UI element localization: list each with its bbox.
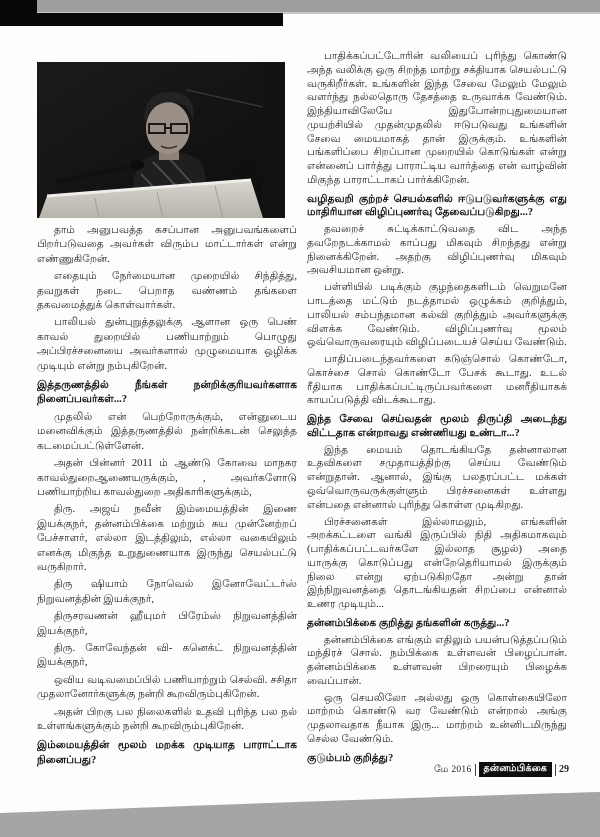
body-paragraph: இந்த மையம் தொடங்கியதே தன்னாலான உதவிகளை சமுதாயத்திற்கு செய்ய வேண்டும் என்றுதான். ஆனால், இங்கு பலதரப்பட்ட மக்கள் ஒவ்வொருவருக்குள்ளும் பிரச்சனைகள் உள்ளது என்பதை என்னால் புரிந்து கொள்ள முடிகிறது. (307, 444, 567, 511)
body-paragraph: தவறைச் சுட்டிக்காட்டுவதை விட அந்த தவறேநடக்காமல் காப்பது மிகவும் சிறந்தது என்று நினைக்கிறேன். அதற்கு விழிப்புணர்வு மிகவும் அவசியமான ஒன்று. (307, 224, 567, 277)
footer-divider (555, 764, 556, 776)
body-paragraph: அதன் பின்னர் 2011 ம் ஆண்டு கோவை மாநகர காவல்துறைஆணையருக்கும், , அவர்களோடு பணியாற்றிய காவல்துறை அதிகாரிகளுக்கும், (37, 458, 297, 498)
body-paragraph: பிரச்சனைகள் இல்லாமலும், எங்களின் அறக்கட்டளை வங்கி இருப்பில் நிதி அதிகமாகவும் (பாதிக்கப்பட்டவர்களே இல்லாத சூழல்) அதை யாருக்கு கொடுப்பது என்றேதெரியாமல் இருக்கும் நிலை என்று ஏற்படுகிறதோ அன்று தான் இந்நிறுவனத்தை தொடங்கியதன் சிறப்பை என்னால் உணர முடியும்... (307, 516, 567, 611)
header-black-bar (0, 13, 283, 26)
body-paragraph: அதன் பிறகு பல நிலைகளில் உதவி புரிந்த பல நல் உள்ளங்களுக்கும் நன்றி கூறவிரும்புகிறேன். (37, 706, 297, 732)
footer-divider (475, 764, 476, 776)
speaker-photo-art (37, 62, 285, 218)
body-paragraph: திரு ஷியாம் நோவெல் இனோவேட்டர்ஸ் நிறுவனத்தின் இயக்குநர், (37, 579, 297, 605)
body-paragraph: திருசரவணன் ஹீயுமர் பிரேம்ஸ் நிறுவனத்தின் இயக்குநர், (37, 611, 297, 637)
question-heading: இம்மையத்தின் மூலம் மறக்க முடியாத பாராட்டாக நினைப்பது? (37, 740, 297, 766)
body-paragraph: ஒரு செயலிலோ அல்லது ஒரு கொள்கையிலோ மாற்றம் கொண்டு வர வேண்டும் என்றால் அங்கு முதலாவதாக நீயாக இரு... மாற்றம் உன்னிடமிருந்து செல்ல வேண்டும். (307, 692, 567, 745)
body-paragraph: பாதிப்படைந்தவர்களை கடுஞ்சொல் கொண்டோ, கொச்சை சொல் கொண்டோ பேசக் கூடாது. உடல் ரீதியாக பாதிக்கப்பட்டிருப்பவர்களை மனரீதியாகக் காயப்படுத்தி விடக்கூடாது. (307, 354, 567, 407)
body-paragraph: திரு. அஜய் நவீன் இம்மையத்தின் இணை இயக்குநர், தன்னம்பிக்கை மற்றும் சுய முன்னேற்றப் பேச்சாளர், எல்லா இடத்திலும், எல்லா வகையிலும் எனக்கு மிகுந்த உறுதுணையாக இருந்து செயல்பட்டு வருகிறார். (37, 504, 297, 573)
magazine-logo: தன்னம்பிக்கை (479, 762, 552, 777)
question-heading: இத்தருணத்தில் நீங்கள் நன்றிக்குரியவர்களாக நினைப்பவர்கள்...? (37, 380, 297, 406)
body-paragraph: எதையும் நேர்மையான முறையில் சிந்தித்து, தவறுகள் நடை பெறாத வண்ணம் தங்களை தகவமைத்துக் கொள்வார்கள். (37, 271, 297, 312)
footer-date: மே 2016 (433, 764, 472, 775)
body-paragraph: பள்ளியில் படிக்கும் குழந்தைகளிடம் வெறுமனே பாடத்தை மட்டும் நடத்தாமல் ஒழுக்கம் குறித்தும், பாலியல் சம்பந்தமான கல்வி குறித்தும் அவர்களுக்கு விளக்க வேண்டும். விழிப்புணர்வு மூலம் ஒவ்வொருவரையும் விழிப்படையச் செய்ய வேண்டும். (307, 282, 567, 349)
body-paragraph: ஒவிய வடிவமைப்பில் பணியாற்றும் செல்வி. சசிதா முதலானோர்களுக்கு நன்றி கூறவிரும்புகிறேன். (37, 674, 297, 701)
body-paragraph: திரு. கோவேந்தன் வி- கனெக்ட் நிறுவனத்தின் இயக்குநர், (37, 642, 297, 669)
footer-page-number: 29 (559, 764, 569, 775)
scan-bottom-edge (0, 791, 600, 837)
scan-top-edge (0, 0, 600, 12)
body-paragraph: தன்னம்பிக்கை எங்கும் எதிலும் பயன்படுத்தப்படும் மந்திரச் சொல். நம்பிக்கை உள்ளவன் பிழைப்பான். தன்னம்பிக்கை உள்ளவன் பிறரையும் பிழைக்க வைப்பான். (307, 634, 567, 687)
body-paragraph: பாலியல் துன்புறுத்தலுக்கு ஆளான ஒரு பெண் காவல் துறையில் பணியாற்றும் பொழுது அப்பிரச்சனையை அவர்களால் முழுமையாக ஒழிக்க முடியும் என்று நம்புகிறேன். (37, 317, 297, 372)
left-column (37, 224, 297, 769)
question-heading: குடும்பம் குறித்து? (307, 752, 394, 764)
question-heading: வழிதவறி குற்றச் செயல்களில் ஈடுபடுவர்களுக்கு எது மாதிரியான விழிப்புணர்வு தேவைப்படுகிறது...? (307, 193, 567, 219)
body-paragraph: தாம் அனுபவத்த கசப்பான அனுபவங்களைப் பிறர்படுவதை அவர்கள் விரும்ப மாட்டார்கள் என்று எண்ணுகிறேன். (37, 225, 297, 265)
body-paragraph: பாதிக்கப்பட்டோரின் வலியைப் புரிந்து கொண்டு அந்த வலிக்கு ஒரு சிறந்த மாற்று சக்தியாக செயல்பட்டு வருகிறீர்கள். உங்களின் இந்த சேவை மேலும் மேலும் வளர்ந்து நல்லதொரு தேசத்தை உருவாக்க வேண்டும். இந்தியாவிலேயே இதுபோன்றபுதுமையான முயற்சியில் முதன்முதலில் ஈடுபடுவது உங்களின் சேவை மையமாகத் தான் இருக்கும். உங்களின் பங்களிப்பை சிறப்பான முறையில் கொடுங்கள் என்று என்னைப் பார்த்து பாராட்டிய வார்த்தை என் வாழ்வின் மிகுந்த பாராட்டாகப் பார்க்கிறேன். (307, 51, 567, 186)
body-paragraph: முதலில் என் பெற்றோருக்கும், என்னுடைய மனைவிக்கும் இத்தருணத்தில் நன்றிக்கடன் செலுத்த கடமைப்பட்டுள்ளேன். (37, 411, 297, 452)
header-black-box (0, 0, 37, 13)
question-heading: தன்னம்பிக்கை குறித்து தங்களின் கருத்து...? (307, 617, 510, 629)
wall-shade (262, 62, 285, 218)
right-column (307, 50, 567, 765)
question-heading: இந்த சேவை செய்வதன் மூலம் திருப்தி அடைந்து விட்டதாக என்றாவது எண்ணியது உண்டா...? (307, 414, 567, 439)
page-footer (434, 762, 569, 777)
speaker-photo (37, 62, 285, 218)
